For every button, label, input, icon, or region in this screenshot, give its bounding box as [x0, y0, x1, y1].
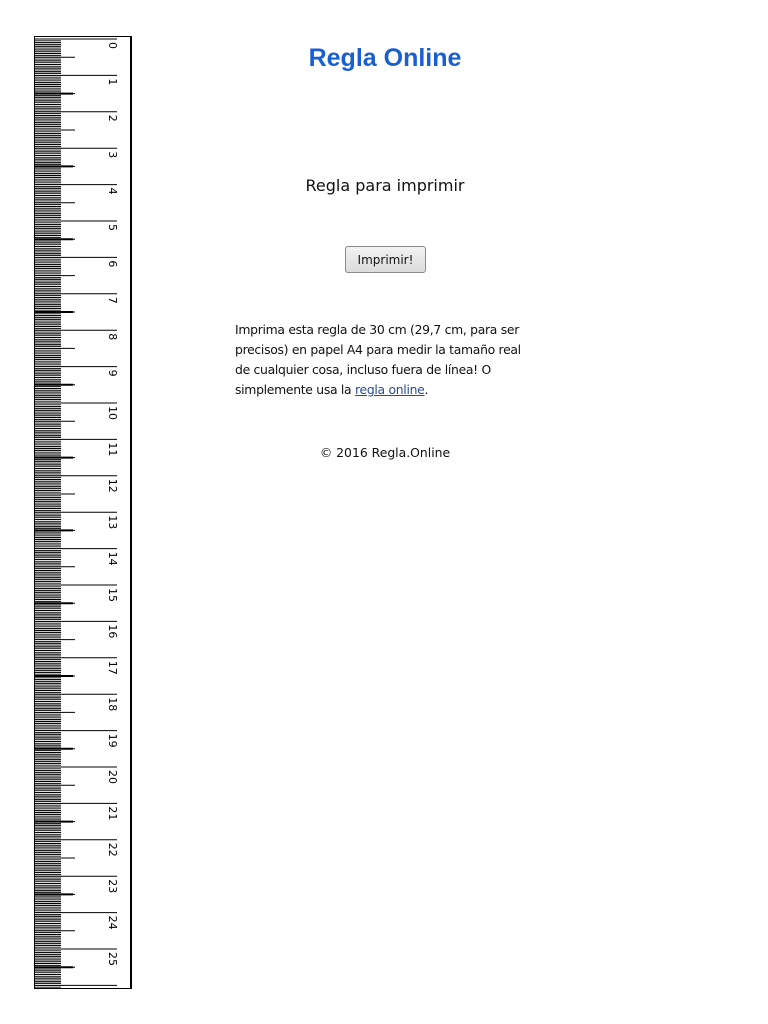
ruler-label: 15	[106, 588, 119, 602]
ruler-label: 17	[106, 660, 119, 675]
print-button[interactable]: Imprimir!	[345, 246, 426, 273]
ruler-label: 20	[106, 770, 119, 784]
ruler-label: 24	[106, 915, 119, 930]
ruler-label: 14	[106, 551, 119, 566]
ruler-label: 3	[106, 151, 119, 159]
ruler-label: 4	[106, 187, 119, 195]
copyright-text: © 2016 Regla.Online	[319, 445, 451, 460]
ruler-label: 7	[106, 296, 119, 304]
ruler-label: 11	[106, 442, 119, 457]
ruler-label: 21	[106, 806, 119, 821]
ruler-label: 23	[106, 879, 119, 894]
ruler-label: 8	[106, 333, 119, 341]
site-title: Regla Online	[308, 44, 462, 72]
ruler-label: 13	[106, 515, 119, 530]
ruler-label: 19	[106, 733, 119, 748]
ruler-label: 5	[106, 224, 119, 231]
ruler-label: 0	[106, 42, 119, 49]
ruler-label: 2	[106, 114, 119, 122]
ruler-label: 22	[106, 842, 119, 857]
ruler-scale	[35, 37, 130, 988]
ruler-label: 6	[106, 260, 119, 268]
online-ruler-link[interactable]: regla online	[354, 382, 425, 397]
description-part2: .	[424, 382, 429, 397]
ruler-label: 18	[106, 697, 119, 712]
ruler	[34, 36, 132, 989]
description-part1: Imprima esta regla de 30 cm (29,7 cm, para ser precisos) en papel A4 para medir la tamaño real de cualquier cosa, incluso fuera de línea! O simplemente usa la	[235, 322, 521, 397]
description-text	[235, 320, 535, 400]
ruler-label: 1	[106, 78, 119, 86]
ruler-label: 9	[106, 369, 119, 377]
ruler-label: 16	[106, 624, 119, 639]
page-subtitle: Regla para imprimir	[305, 176, 465, 195]
ruler-label: 25	[106, 952, 119, 966]
ruler-label: 10	[106, 406, 119, 420]
ruler-label: 12	[106, 478, 119, 493]
